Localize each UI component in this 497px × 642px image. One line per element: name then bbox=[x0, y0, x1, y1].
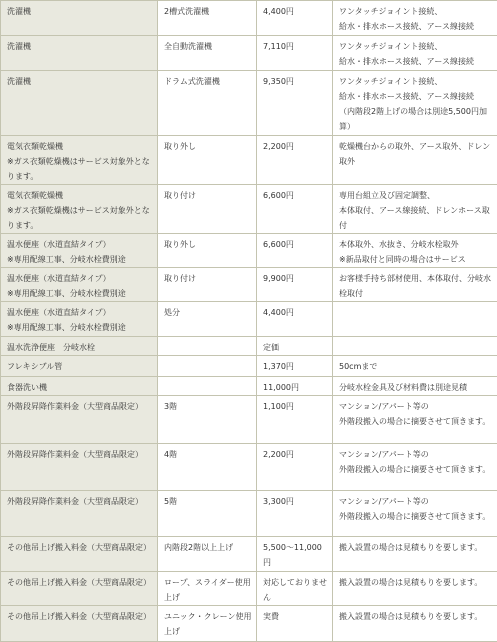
table-row bbox=[1, 268, 497, 302]
service-type: 処分 bbox=[164, 308, 180, 317]
item-name-cell bbox=[1, 337, 158, 356]
description: お客様手持ち部材使用、本体取付、分岐水栓取付 bbox=[339, 274, 491, 298]
service-type: 4階 bbox=[164, 450, 177, 459]
table-row bbox=[1, 572, 497, 606]
item-name-cell bbox=[1, 268, 158, 302]
service-type: 2槽式洗濯機 bbox=[164, 7, 209, 16]
item-name-cell bbox=[1, 71, 158, 136]
item-name-cell bbox=[1, 185, 158, 234]
price: 対応しておりません bbox=[263, 578, 327, 602]
item-name-cell bbox=[1, 396, 158, 444]
price-cell bbox=[257, 1, 333, 36]
price: 9,350円 bbox=[263, 77, 294, 86]
price: 6,600円 bbox=[263, 240, 294, 249]
description-cell bbox=[333, 71, 497, 136]
service-type-cell bbox=[158, 537, 257, 572]
price-cell bbox=[257, 537, 333, 572]
item-name: 外階段昇降作業料金（大型商品限定） bbox=[7, 447, 154, 462]
description-cell bbox=[333, 377, 497, 396]
item-note: ※専用配線工事、分岐水栓費別途 bbox=[7, 252, 154, 267]
service-type: 取り外し bbox=[164, 240, 196, 249]
service-type-cell bbox=[158, 606, 257, 642]
item-name-cell bbox=[1, 36, 158, 71]
price-cell bbox=[257, 606, 333, 642]
description: マンション/アパート等の 外階段搬入の場合に摘要させて頂きます。 bbox=[339, 402, 490, 426]
table-row bbox=[1, 136, 497, 185]
item-name-cell bbox=[1, 1, 158, 36]
item-name: 食器洗い機 bbox=[7, 380, 154, 395]
item-note: ※ガス衣類乾燥機はサービス対象外となります。 bbox=[7, 154, 154, 184]
description-cell bbox=[333, 444, 497, 491]
service-type-cell bbox=[158, 491, 257, 537]
service-type: 取り外し bbox=[164, 142, 196, 151]
price: 7,110円 bbox=[263, 42, 294, 51]
price-cell bbox=[257, 185, 333, 234]
item-name: その他吊上げ搬入料金（大型商品限定） bbox=[7, 575, 154, 590]
service-type-cell bbox=[158, 356, 257, 377]
price: 5,500～11,000円 bbox=[263, 543, 322, 567]
price: 定価 bbox=[263, 343, 279, 352]
price: 1,370円 bbox=[263, 362, 294, 371]
description: ワンタッチジョイント接続、 給水・排水ホース接続、アース線接続 bbox=[339, 7, 474, 31]
service-type-cell bbox=[158, 302, 257, 337]
description: ワンタッチジョイント接続、 給水・排水ホース接続、アース線接続 bbox=[339, 42, 474, 66]
price-cell bbox=[257, 572, 333, 606]
description: 搬入設置の場合は見積もりを要します。 bbox=[339, 612, 482, 621]
description: 本体取外、水抜き、分岐水栓取外 ※新品取付と同時の場合はサービス bbox=[339, 240, 466, 264]
description: マンション/アパート等の 外階段搬入の場合に摘要させて頂きます。 bbox=[339, 450, 490, 474]
price-cell bbox=[257, 491, 333, 537]
description-cell bbox=[333, 1, 497, 36]
item-name: 温水便座（水道直結タイプ） bbox=[7, 305, 154, 320]
price: 4,400円 bbox=[263, 7, 294, 16]
price-cell bbox=[257, 444, 333, 491]
description: 分岐水栓金具及び材料費は別途見積 bbox=[339, 383, 467, 392]
item-name: 電気衣類乾燥機 bbox=[7, 188, 154, 203]
description-cell bbox=[333, 136, 497, 185]
item-name-cell bbox=[1, 606, 158, 642]
price: 4,400円 bbox=[263, 308, 294, 317]
description-cell bbox=[333, 396, 497, 444]
service-type-cell bbox=[158, 396, 257, 444]
description-cell bbox=[333, 572, 497, 606]
description-cell bbox=[333, 302, 497, 337]
price: 6,600円 bbox=[263, 191, 294, 200]
item-name-cell bbox=[1, 356, 158, 377]
price-cell bbox=[257, 234, 333, 268]
description-cell bbox=[333, 606, 497, 642]
item-name: その他吊上げ搬入料金（大型商品限定） bbox=[7, 609, 154, 624]
price: 11,000円 bbox=[263, 383, 299, 392]
price: 2,200円 bbox=[263, 450, 294, 459]
table-row bbox=[1, 1, 497, 36]
item-name: 温水便座（水道直結タイプ） bbox=[7, 271, 154, 286]
description-cell bbox=[333, 537, 497, 572]
price-cell bbox=[257, 71, 333, 136]
price: 1,100円 bbox=[263, 402, 294, 411]
description: マンション/アパート等の 外階段搬入の場合に摘要させて頂きます。 bbox=[339, 497, 490, 521]
item-name-cell bbox=[1, 491, 158, 537]
price: 3,300円 bbox=[263, 497, 294, 506]
service-type: 取り付け bbox=[164, 191, 196, 200]
service-type-cell bbox=[158, 234, 257, 268]
table-row bbox=[1, 491, 497, 537]
service-type-cell bbox=[158, 36, 257, 71]
description: 搬入設置の場合は見積もりを要します。 bbox=[339, 578, 482, 587]
item-name: 洗濯機 bbox=[7, 39, 154, 54]
price-cell bbox=[257, 136, 333, 185]
table-row bbox=[1, 71, 497, 136]
service-type-cell bbox=[158, 337, 257, 356]
item-name: 外階段昇降作業料金（大型商品限定） bbox=[7, 494, 154, 509]
item-note: ※専用配線工事、分岐水栓費別途 bbox=[7, 320, 154, 335]
item-note: ※専用配線工事、分岐水栓費別途 bbox=[7, 286, 154, 301]
service-type-cell bbox=[158, 71, 257, 136]
service-type-cell bbox=[158, 185, 257, 234]
table-row bbox=[1, 377, 497, 396]
table-row bbox=[1, 36, 497, 71]
description-cell bbox=[333, 234, 497, 268]
item-name: フレキシブル管 bbox=[7, 359, 154, 374]
item-name-cell bbox=[1, 444, 158, 491]
item-name: その他吊上げ搬入料金（大型商品限定） bbox=[7, 540, 154, 555]
description: 専用台組立及び固定調整、 本体取付、アース線接続、ドレンホース取付 bbox=[339, 191, 490, 230]
item-name: 洗濯機 bbox=[7, 74, 154, 89]
item-note: ※ガス衣類乾燥機はサービス対象外となります。 bbox=[7, 203, 154, 233]
service-type-cell bbox=[158, 444, 257, 491]
description: 50cmまで bbox=[339, 362, 377, 371]
table-row bbox=[1, 234, 497, 268]
description: ワンタッチジョイント接続、 給水・排水ホース接続、アース線接続 （内階段2階上げの場合は別途5,500円加算） bbox=[339, 77, 487, 131]
price-cell bbox=[257, 356, 333, 377]
service-type: 内階段2階以上上げ bbox=[164, 543, 233, 552]
price: 2,200円 bbox=[263, 142, 294, 151]
service-type-cell bbox=[158, 572, 257, 606]
description-cell bbox=[333, 337, 497, 356]
price-cell bbox=[257, 337, 333, 356]
description-cell bbox=[333, 36, 497, 71]
item-name-cell bbox=[1, 537, 158, 572]
item-name-cell bbox=[1, 572, 158, 606]
table-row bbox=[1, 337, 497, 356]
item-name: 洗濯機 bbox=[7, 4, 154, 19]
item-name-cell bbox=[1, 234, 158, 268]
description-cell bbox=[333, 185, 497, 234]
service-type: ロープ、スライダー使用上げ bbox=[164, 578, 251, 602]
service-type: 3階 bbox=[164, 402, 177, 411]
description: 搬入設置の場合は見積もりを要します。 bbox=[339, 543, 482, 552]
price-cell bbox=[257, 377, 333, 396]
service-type: 5階 bbox=[164, 497, 177, 506]
item-name: 電気衣類乾燥機 bbox=[7, 139, 154, 154]
price-cell bbox=[257, 268, 333, 302]
service-type: 取り付け bbox=[164, 274, 196, 283]
service-type: 全自動洗濯機 bbox=[164, 42, 212, 51]
service-type-cell bbox=[158, 136, 257, 185]
service-type-cell bbox=[158, 377, 257, 396]
service-type-cell bbox=[158, 1, 257, 36]
price: 9,900円 bbox=[263, 274, 294, 283]
description: 乾燥機台からの取外、アース取外、ドレン取外 bbox=[339, 142, 490, 166]
item-name-cell bbox=[1, 377, 158, 396]
price-cell bbox=[257, 302, 333, 337]
item-name: 外階段昇降作業料金（大型商品限定） bbox=[7, 399, 154, 414]
table-row bbox=[1, 537, 497, 572]
price-cell bbox=[257, 396, 333, 444]
service-type-cell bbox=[158, 268, 257, 302]
price: 実費 bbox=[263, 612, 279, 621]
item-name: 温水便座（水道直結タイプ） bbox=[7, 237, 154, 252]
description-cell bbox=[333, 268, 497, 302]
price-table-body bbox=[1, 1, 497, 642]
item-name-cell bbox=[1, 136, 158, 185]
table-row bbox=[1, 606, 497, 642]
item-name: 温水洗浄便座 分岐水栓 bbox=[7, 340, 154, 355]
item-name-cell bbox=[1, 302, 158, 337]
description-cell bbox=[333, 491, 497, 537]
description-cell bbox=[333, 356, 497, 377]
table-row bbox=[1, 185, 497, 234]
table-row bbox=[1, 396, 497, 444]
price-cell bbox=[257, 36, 333, 71]
service-type: ユニック・クレーン使用上げ bbox=[164, 612, 252, 636]
service-type: ドラム式洗濯機 bbox=[164, 77, 220, 86]
table-row bbox=[1, 444, 497, 491]
table-row bbox=[1, 356, 497, 377]
table-row bbox=[1, 302, 497, 337]
